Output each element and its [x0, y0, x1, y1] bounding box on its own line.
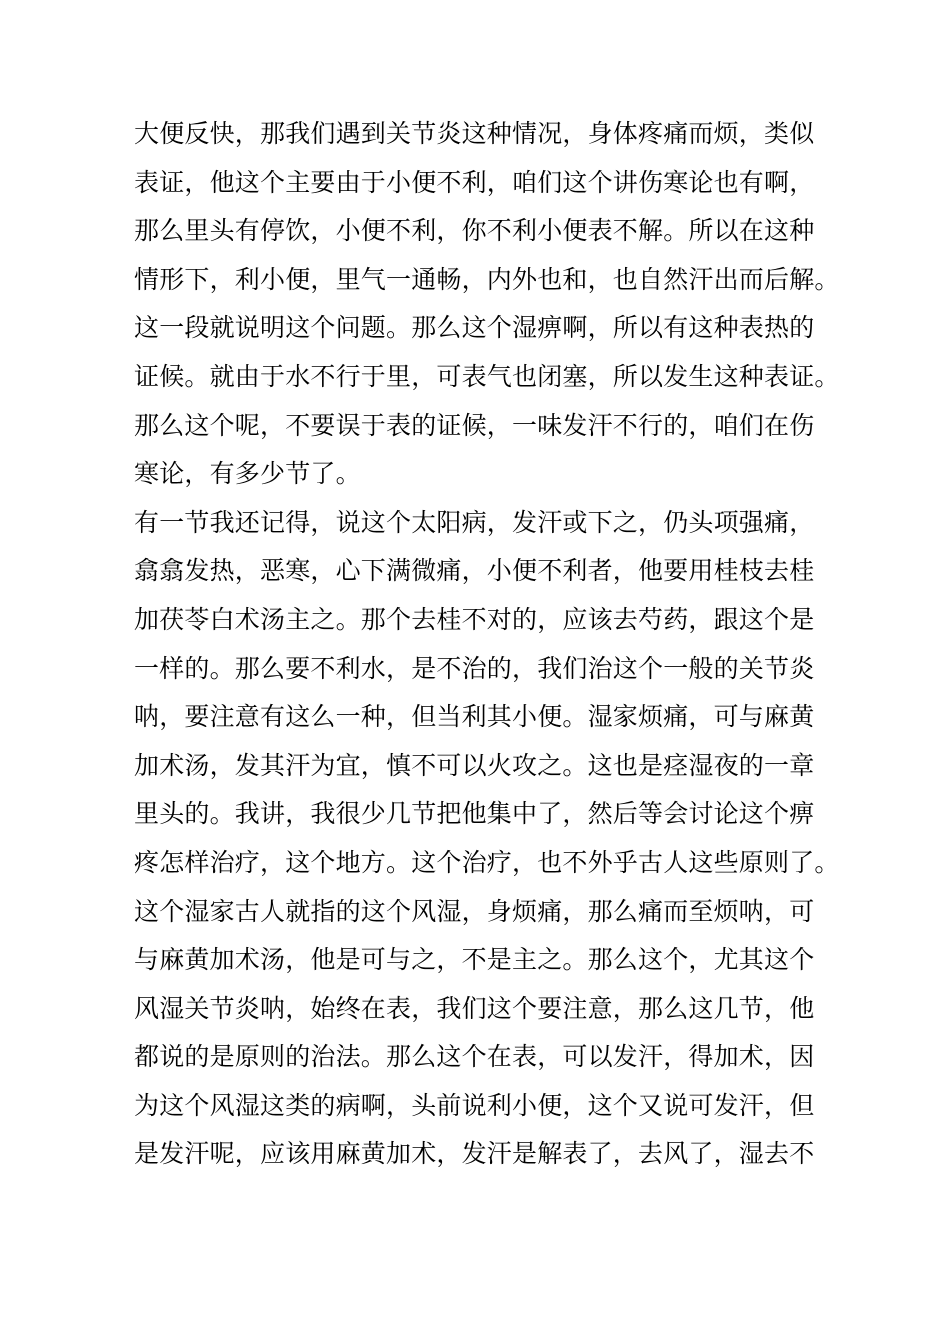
text-line: 那么里头有停饮，小便不利，你不利小便表不解。所以在这种: [134, 216, 815, 246]
text-line: 是发汗呢，应该用麻黄加术，发汗是解表了，去风了，湿去不: [134, 1139, 815, 1169]
text-line: 这个湿家古人就指的这个风湿，身烦痛，那么痛而至烦呐，可: [134, 896, 815, 926]
text-line: 有一节我还记得，说这个太阳病，发汗或下之，仍头项强痛，: [134, 507, 815, 537]
text-line: 加术汤，发其汗为宜，慎不可以火攻之。这也是痉湿夜的一章: [134, 750, 815, 780]
text-line: 情形下，利小便，里气一通畅，内外也和，也自然汗出而后解。: [134, 264, 840, 294]
body-text: [134, 110, 840, 1179]
text-line: 这一段就说明这个问题。那么这个湿痹啊，所以有这种表热的: [134, 313, 815, 343]
text-line: 风湿关节炎呐，始终在表，我们这个要注意，那么这几节，他: [134, 993, 815, 1023]
text-line: 寒论，有多少节了。: [134, 459, 361, 489]
text-line: 里头的。我讲，我很少几节把他集中了，然后等会讨论这个痹: [134, 799, 815, 829]
text-line: 翕翕发热，恶寒，心下满微痛，小便不利者，他要用桂枝去桂: [134, 556, 815, 586]
text-line: 都说的是原则的治法。那么这个在表，可以发汗，得加术，因: [134, 1042, 815, 1072]
text-line: 加茯苓白术汤主之。那个去桂不对的，应该去芍药，跟这个是: [134, 604, 815, 634]
text-line: 那么这个呢，不要误于表的证候，一味发汗不行的，咱们在伤: [134, 410, 815, 440]
text-line: 为这个风湿这类的病啊，头前说利小便，这个又说可发汗，但: [134, 1090, 815, 1120]
text-line: 一样的。那么要不利水，是不治的，我们治这个一般的关节炎: [134, 653, 815, 683]
text-line: 呐，要注意有这么一种，但当利其小便。湿家烦痛，可与麻黄: [134, 702, 815, 732]
text-line: 大便反快，那我们遇到关节炎这种情况，身体疼痛而烦，类似: [134, 119, 815, 148]
text-line: 疼怎样治疗，这个地方。这个治疗，也不外乎古人这些原则了。: [134, 847, 840, 877]
text-line: 表证，他这个主要由于小便不利，咱们这个讲伤寒论也有啊，: [134, 167, 815, 197]
text-line: 与麻黄加术汤，他是可与之，不是主之。那么这个，尤其这个: [134, 945, 815, 975]
text-line: 证候。就由于水不行于里，可表气也闭塞，所以发生这种表证。: [134, 361, 840, 391]
